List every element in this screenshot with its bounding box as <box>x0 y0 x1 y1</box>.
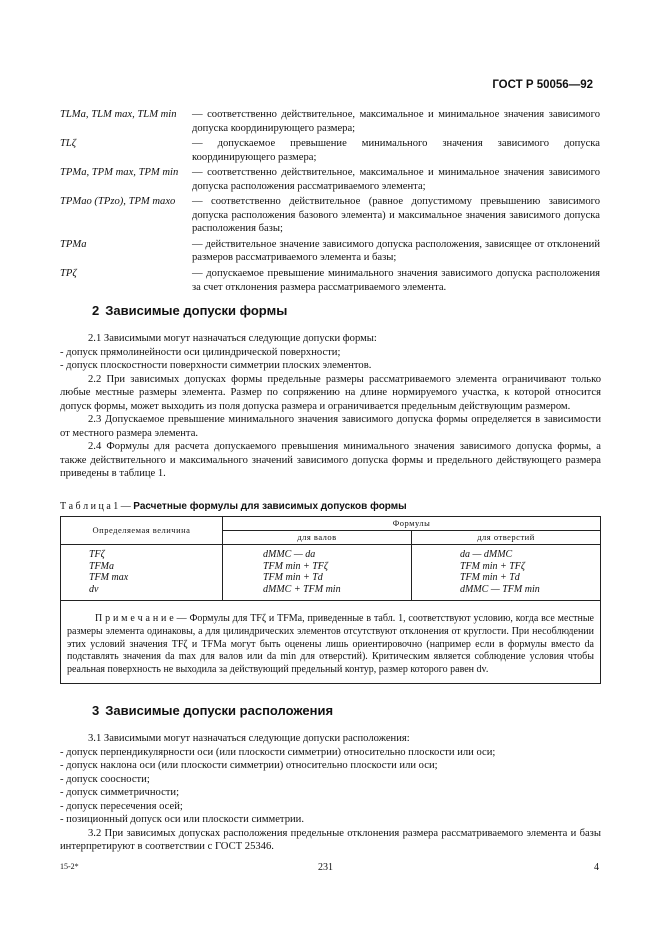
table-cell: dMMC — TFM min <box>460 584 540 596</box>
paragraph: 2.4 Формулы для расчета допускаемого превышения минимального значения зависимого допуска формы, а также действительного и максимального значений зависимого допуска формы и предельного действующего размера приведены в таблице 1. <box>60 441 601 480</box>
list-item: - допуск наклона оси (или плоскости симметрии) относительно плоскости или оси; <box>60 760 438 772</box>
table-cell: dv <box>89 584 99 596</box>
table-cell: dMMC + TFM min <box>263 584 341 596</box>
definition-text: — соответственно действительное, максимальное и минимальное значения зависимого допуска координирующего размера; <box>192 109 600 134</box>
section-title: Зависимые допуски формы <box>105 303 288 318</box>
table-caption-title: Расчетные формулы для зависимых допусков формы <box>133 501 407 512</box>
definition-symbol: TLMa, TLM max, TLM min <box>60 109 177 120</box>
section-title: Зависимые допуски расположения <box>105 703 334 718</box>
table-cell: da — dMMC <box>460 548 513 560</box>
paragraph: 3.2 При зависимых допусках расположения предельные отклонения размера рассматриваемого элемента и базы интерпретируют в соответствии с ГОСТ 25346. <box>60 827 601 853</box>
paragraph: 2.3 Допускаемое превышение минимального значения зависимого допуска формы определяется в зависимости от местного размера элемента. <box>60 414 601 439</box>
section-2-heading <box>92 303 287 320</box>
definitions-list <box>60 108 600 296</box>
section-3-heading <box>92 703 333 720</box>
definition-row <box>60 267 600 294</box>
table-cell: TFM min + TFζ <box>263 560 328 572</box>
table-header-formulas: Формулы <box>223 517 601 531</box>
table-quantities-cell <box>61 544 223 600</box>
definition-symbol: TPMao (TPzo), TPM maxo <box>60 196 176 208</box>
list-item: - допуск соосности; <box>60 773 150 785</box>
definition-text: — допускаемое превышение минимального значения зависимого допуска расположения за счет отклонения размера рассматриваемого элемента. <box>192 268 600 293</box>
page-number-center: 231 <box>318 862 333 873</box>
page-number-right: 4 <box>594 862 599 873</box>
table-note: П р и м е ч а н и е — Формулы для TFζ и TFMa, приведенные в табл. 1, соответствуют условию, когда все местные размеры элемента одинаковы, а для цилиндрических элементов отсутствуют отклонения от круглости. При несоблюдении этих условий значения TFζ и TFMa могут быть оценены лишь ориентировочно (например если в формулы вместо da подставлять значения da max для валов или da min для отверстий). Критическим является соблюдение условия чтобы реальная поверхность не выходила за действующий предельный контур, размер которого равен dv. <box>61 600 601 683</box>
definition-symbol: TPζ <box>60 268 77 280</box>
list-item: - допуск плоскостности поверхности симметрии плоских элементов. <box>60 360 372 372</box>
footer-left: 15-2* <box>60 862 79 871</box>
section-number: 2 <box>92 303 100 318</box>
definition-text: — действительное значение зависимого допуска расположения, зависящее от отклонений размеров рассматриваемого элемента и базы; <box>192 238 600 264</box>
table-header-holes: для отверстий <box>412 530 601 544</box>
table-caption-prefix: Т а б л и ц а 1 — <box>60 501 131 512</box>
table-header-shafts: для валов <box>223 530 412 544</box>
list-item: - допуск прямолинейности оси цилиндрической поверхности; <box>60 346 341 358</box>
section-2-body <box>60 332 601 481</box>
definition-row <box>60 166 600 193</box>
table-cell: TFζ <box>89 548 105 560</box>
paragraph: 2.1 Зависимыми могут назначаться следующие допуски формы: <box>88 333 377 344</box>
section-number: 3 <box>92 703 100 718</box>
definition-text: — допускаемое превышение минимального значения зависимого допуска координирующего размера; <box>192 138 600 163</box>
list-item: - позиционный допуск оси или плоскости симметрии. <box>60 814 304 826</box>
table-cell: TFMa <box>89 560 114 572</box>
definition-row <box>60 137 600 164</box>
table-cell: TFM max <box>89 572 129 584</box>
table-cell: TFM min + TFζ <box>460 560 525 572</box>
table-cell: TFM min + Td <box>460 572 520 584</box>
list-item: - допуск перпендикулярности оси (или плоскости симметрии) относительно плоскости или оси; <box>60 746 496 758</box>
table-caption <box>60 501 407 514</box>
definition-row <box>60 238 600 265</box>
table-holes-cell <box>412 544 601 600</box>
definition-symbol: TLζ <box>60 138 77 150</box>
table-cell: TFM min + Td <box>263 572 323 584</box>
document-header: ГОСТ Р 50056—92 <box>492 79 593 91</box>
definition-row <box>60 195 600 236</box>
table-shafts-cell <box>223 544 412 600</box>
list-item: - допуск пересечения осей; <box>60 800 183 812</box>
formulas-table <box>60 516 601 684</box>
definition-symbol: TPMa <box>60 238 87 250</box>
list-item: - допуск симметричности; <box>60 787 180 799</box>
definition-text: — соответственно действительное, максимальное и минимальное значения зависимого допуска расположения рассматриваемого элемента; <box>192 167 600 192</box>
definition-symbol: TPMa, TPM max, TPM min <box>60 167 179 179</box>
definition-row <box>60 108 600 135</box>
paragraph: 2.2 При зависимых допусках формы предельные размеры рассматриваемого элемента ограничивают только любые местные размеры элемента. Размер по сопряжению на длине нормируемого участка, к которой относится допуск формы, может выходить из поля допуска размера и ограничивается предельным действующим размером. <box>60 373 601 412</box>
definition-text: — соответственно действительное (равное допустимому превышению зависимого допуска расположения базового элемента) и максимальное значения зависимого допуска расположения базы; <box>192 196 600 235</box>
table-header-quantity: Определяемая величина <box>61 517 223 545</box>
table-cell: dMMC — da <box>263 548 316 560</box>
section-3-body <box>60 732 601 854</box>
paragraph: 3.1 Зависимыми могут назначаться следующие допуски расположения: <box>88 733 410 744</box>
